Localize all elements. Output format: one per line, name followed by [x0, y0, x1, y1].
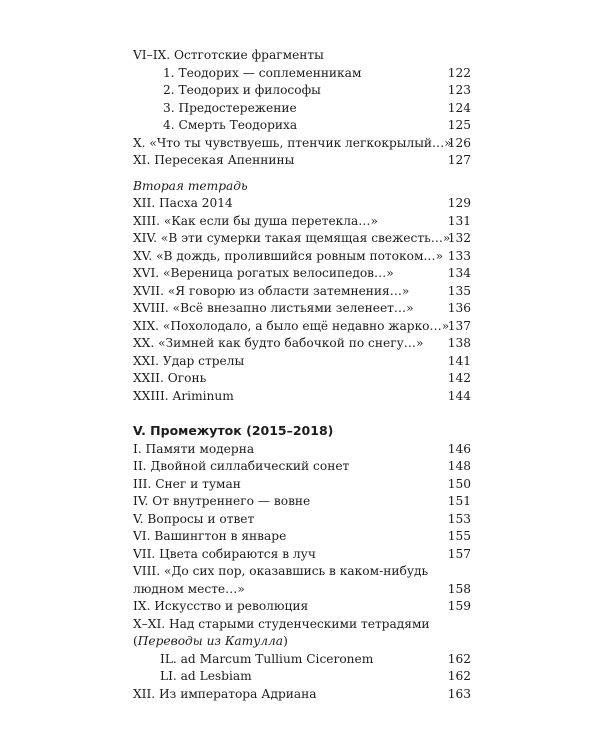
toc-entry-page: 159 — [447, 599, 471, 613]
toc-entry-title-line: X–XI. Над старыми студенческими тетрадями — [133, 616, 430, 631]
toc-entry-page: 135 — [447, 283, 471, 298]
toc-entry-title-line: VIII. «До сих пор, оказавшись в каком-нибудь — [133, 564, 429, 578]
toc-entry-page: 132 — [447, 231, 471, 245]
toc-entry-title: X. «Что ты чувствуешь, птенчик легкокрылый…» — [133, 135, 452, 150]
toc-entry — [133, 616, 471, 651]
toc-entry-title: 2. Теодорих и философы — [163, 83, 321, 97]
toc-entry-page: 125 — [447, 118, 471, 132]
toc-entry[interactable] — [133, 563, 471, 598]
toc-entry-title: 4. Смерть Теодориха — [163, 118, 298, 132]
toc-entry[interactable] — [133, 476, 471, 494]
toc-entry-page: 131 — [447, 213, 471, 228]
toc-entry-title: XII. Из императора Адриана — [133, 686, 317, 701]
toc-entry-title: IL. ad Marcum Tullium Ciceronem — [160, 651, 374, 666]
toc-entry[interactable] — [133, 230, 471, 248]
toc-entry-title-line: людном месте…» — [133, 581, 245, 596]
toc-entry[interactable] — [133, 493, 471, 511]
toc-entry-title: LI. ad Lesbiam — [160, 669, 252, 683]
toc-entry[interactable] — [133, 686, 471, 704]
toc-entry-title: II. Двойной силлабический сонет — [133, 459, 350, 473]
toc-entry[interactable] — [133, 546, 471, 564]
toc-entry-title: XIII. «Как если бы душа перетекла…» — [133, 213, 378, 228]
toc-entry-page: 148 — [447, 459, 471, 473]
toc-entry[interactable] — [133, 528, 471, 546]
toc-entry-title: VII. Цвета собираются в луч — [133, 546, 316, 561]
toc-entry[interactable] — [133, 248, 471, 266]
section-heading: Вторая тетрадь — [133, 178, 248, 193]
toc-entry-title-line — [133, 633, 439, 651]
toc-entry[interactable] — [133, 117, 471, 135]
paren-close: ) — [283, 634, 288, 648]
toc-entry-title: XV. «В дождь, пролившийся ровным потоком…» — [133, 248, 444, 263]
toc-entry-title: 3. Предостережение — [163, 100, 297, 115]
toc-entry-page: 124 — [447, 100, 471, 115]
toc-entry-page: 157 — [447, 546, 471, 561]
toc-entry-page: 162 — [447, 669, 471, 683]
toc-entry-title: XX. «Зимней как будто бабочкой по снегу…» — [133, 336, 424, 350]
toc-entry[interactable] — [133, 353, 471, 371]
toc-entry-page: 141 — [447, 353, 471, 368]
toc-entry[interactable] — [133, 195, 471, 213]
toc-entry-title: 1. Теодорих — соплеменникам — [163, 65, 362, 80]
toc-entry-title: XIX. «Похолодало, а было ещё недавно жарко…» — [133, 318, 450, 333]
toc-entry-page: 122 — [447, 65, 471, 80]
toc-entry-page: 146 — [447, 441, 471, 456]
toc-entry-title: III. Снег и туман — [133, 476, 241, 491]
toc-entry-title: XXIII. Ariminum — [133, 388, 234, 403]
toc-entry-page: 123 — [447, 83, 471, 97]
toc-entry-page: 138 — [447, 336, 471, 350]
toc-entry[interactable] — [133, 370, 471, 388]
toc-entry[interactable] — [133, 318, 471, 336]
toc-entry[interactable] — [133, 458, 471, 476]
toc-entry[interactable] — [133, 283, 471, 301]
toc-entry[interactable] — [133, 265, 471, 283]
toc-entry-page: 151 — [447, 494, 471, 508]
paren-open: ( — [133, 634, 138, 648]
toc-entry-page: 158 — [447, 581, 471, 596]
toc-entry[interactable] — [133, 441, 471, 459]
toc-entry-page: 134 — [447, 266, 471, 280]
toc-entry[interactable] — [133, 388, 471, 406]
toc-entry-page: 127 — [447, 153, 471, 167]
toc-entry-title: XIV. «В эти сумерки такая щемящая свежесть…» — [133, 231, 451, 245]
toc-entry[interactable] — [133, 651, 471, 669]
toc-entry-page: 162 — [447, 651, 471, 666]
toc-entry[interactable] — [133, 668, 471, 686]
toc-entry[interactable] — [133, 82, 471, 100]
toc-entry[interactable] — [133, 135, 471, 153]
toc-entry-title: V. Вопросы и ответ — [133, 511, 255, 526]
toc-entry[interactable] — [133, 213, 471, 231]
toc-entry-page: 142 — [447, 371, 471, 385]
table-of-contents — [133, 47, 471, 703]
toc-entry-page: 163 — [447, 686, 471, 701]
toc-entry[interactable] — [133, 47, 471, 65]
toc-entry-title: XXI. Удар стрелы — [133, 353, 245, 368]
toc-entry-title: IX. Искусство и революция — [133, 599, 309, 613]
toc-entry-page: 150 — [447, 476, 471, 491]
toc-entry-title: I. Памяти модерна — [133, 441, 255, 456]
toc-entry[interactable] — [133, 152, 471, 170]
toc-entry[interactable] — [133, 511, 471, 529]
toc-entry-page: 144 — [447, 388, 471, 403]
toc-entry-title: XVIII. «Всё внезапно листьями зеленеет…» — [133, 301, 414, 315]
toc-entry-page: 133 — [447, 248, 471, 263]
toc-entry-title: VI–IX. Остготские фрагменты — [133, 48, 324, 62]
toc-entry[interactable] — [133, 335, 471, 353]
toc-entry-title: XXII. Огонь — [133, 371, 207, 385]
toc-entry-page: 126 — [447, 135, 471, 150]
toc-entry-title: XII. Пасха 2014 — [133, 196, 233, 210]
toc-entry-page: 153 — [447, 511, 471, 526]
toc-entry-title: IV. От внутреннего — вовне — [133, 494, 311, 508]
toc-entry-title: XVI. «Вереница рогатых велосипедов…» — [133, 266, 394, 280]
toc-entry-page: 136 — [447, 301, 471, 315]
toc-entry-page: 129 — [447, 196, 471, 210]
toc-entry-title: XI. Пересекая Апеннины — [133, 153, 295, 167]
toc-entry-title: XVII. «Я говорю из области затемнения…» — [133, 283, 410, 298]
italic-subtitle: Переводы из Катулла — [137, 634, 284, 648]
toc-entry-title: VI. Вашингтон в январе — [133, 529, 287, 543]
toc-entry-page: 155 — [447, 529, 471, 543]
toc-entry[interactable] — [133, 300, 471, 318]
toc-entry[interactable] — [133, 100, 471, 118]
toc-entry-page: 137 — [447, 318, 471, 333]
toc-entry[interactable] — [133, 598, 471, 616]
toc-entry[interactable] — [133, 65, 471, 83]
part-heading: V. Промежуток (2015–2018) — [133, 423, 334, 438]
